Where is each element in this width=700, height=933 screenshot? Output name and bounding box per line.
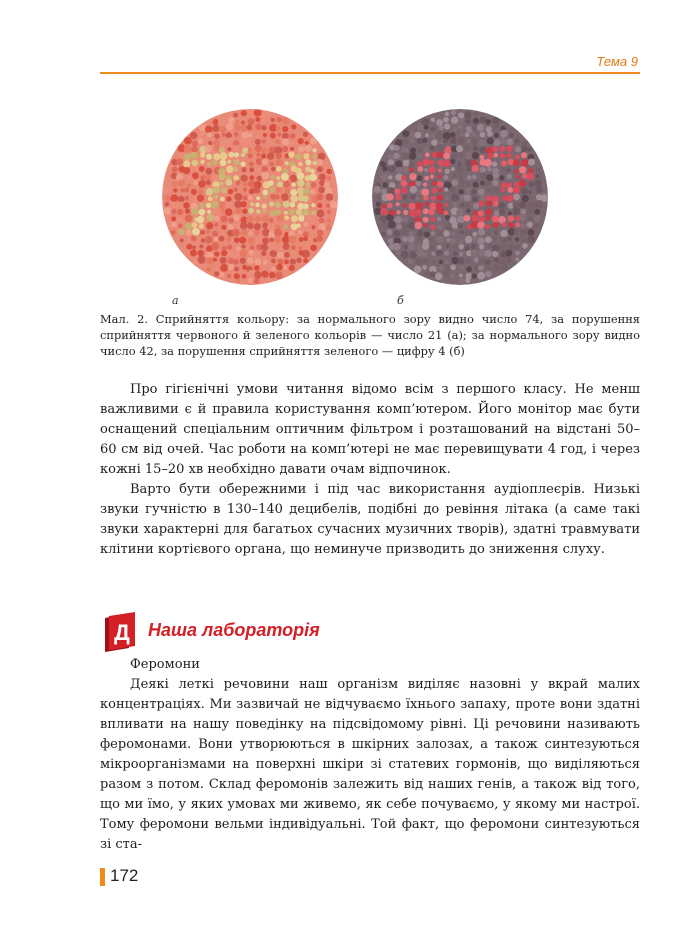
lab-icon-letter: Д [114,620,130,645]
lab-text [100,655,640,855]
header-rule [100,72,640,74]
page-number: 172 [110,866,139,885]
figure-label-b: б [397,294,404,307]
lab-section-title: Наша лабораторія [148,620,320,640]
lab-subtitle: Феромони [130,657,200,672]
figure-label-a: а [172,294,179,307]
page-number-bar [100,868,105,886]
figure-caption: Мал. 2. Сприйняття кольору: за нормального зору видно число 74, за порушення сприйняття червоного й зеленого кольорів — число 21 (а); за нормального зору видно число 42, за порушення сприйняття зеленого — цифру 4 (б) [100,312,640,358]
ishihara-plate-a [162,109,338,285]
ishihara-plate-b [372,109,548,285]
paragraph: Варто бути обережними і під час використання аудіоплеєрів. Низькі звуки гучністю в 130–140 децибелів, подібні до ревіння літака (а саме такі звуки характерні для багатьох сучасних музичних творів), здатні травмувати клітини кортієвого органа, що неминуче призводить до зниження слуху. [100,482,640,557]
body-text [100,380,640,560]
lab-paragraph: Деякі леткі речовини наш організм виділяє назовні у вкрай малих концентраціях. Ми зазвичай не відчуваємо їхнього запаху, проте вони здатні впливати на нашу поведінку на підсвідомому рівні. Ці речовини називають феромонами. Вони утворюються в шкірних залозах, а також синтезуються мікроорганізмами на поверхні шкіри зі статевих гормонів, що виділяються разом з потом. Склад феромонів залежить від наших генів, а також від того, що ми їмо, у яких умовах ми живемо, як себе почуваємо, у якому ми настрої. Тому феромони вельми індивідуальні. Той факт, що феромони синтезуються зі ста- [100,677,640,852]
topic-label: Тема 9 [596,54,638,69]
lab-book-icon [103,612,137,652]
paragraph: Про гігієнічні умови читання відомо всім з першого класу. Не менш важливими є й правила користування комп’ютером. Його монітор має бути оснащений спеціальним оптичним фільтром і розташований на відстані 50–60 см від очей. Час роботи на комп’ютері не має перевищувати 4 год, і через кожні 15–20 хв необхідно давати очам відпочинок. [100,382,640,477]
